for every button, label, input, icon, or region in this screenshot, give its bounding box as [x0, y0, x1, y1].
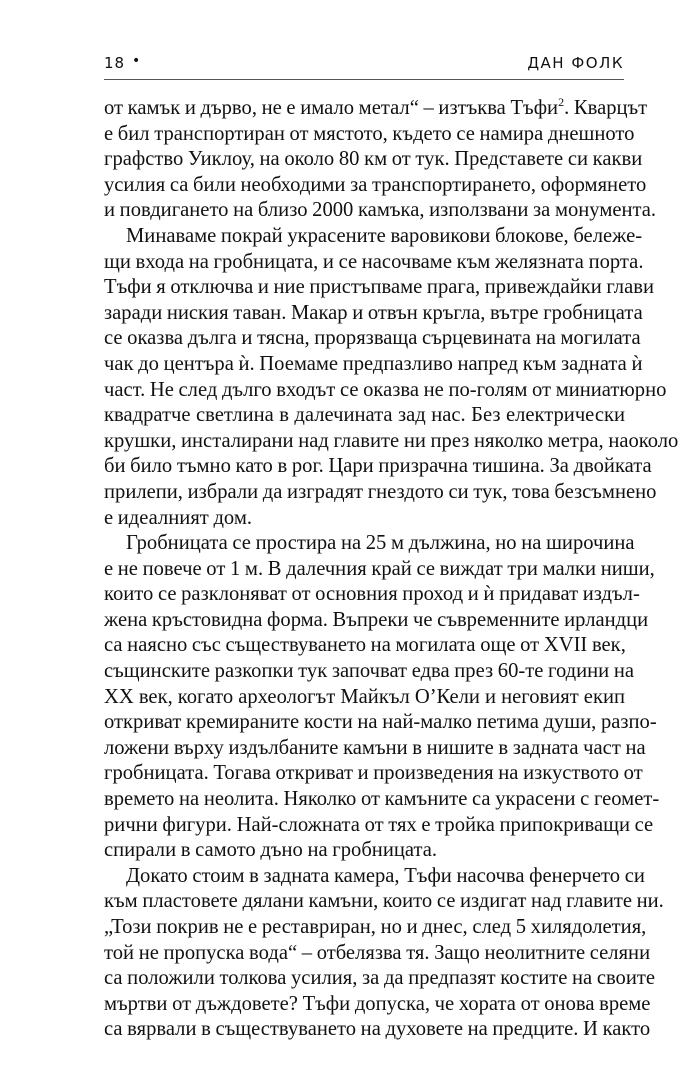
text-line: той не пропуска вода“ – отбелязва тя. Защо неолитните селяни	[104, 941, 651, 964]
text-line: Минаваме покрай украсените варовикови блокове, бележе-	[126, 224, 643, 247]
text-line: са положили толкова усилия, за да предпазят костите на своите	[104, 967, 656, 990]
text-line: които се разклоняват от основния проход и ѝ придават издъл-	[104, 583, 640, 606]
body-text	[104, 95, 679, 1043]
text-line: откриват кремираните кости на най-малко петима души, разпо-	[104, 711, 657, 734]
text-line: „Този покрив не е реставриран, но и днес, след 5 хилядолетия,	[104, 916, 647, 938]
header-divider	[104, 79, 624, 80]
text-line: е идеалният дом.	[104, 506, 253, 529]
footnote-reference[interactable]: 2	[558, 95, 565, 110]
text-line: крушки, инсталирани над главите ни през няколко метра, наоколо	[104, 429, 679, 452]
text-line: усилия са били необходими за транспортирането, оформянето	[104, 173, 647, 196]
text-line: би било тъмно като в рог. Цари призрачна тишина. За двойката	[104, 455, 652, 478]
header-bullet: •	[132, 53, 141, 69]
text-line-segment: от камък и дърво, не е имало метал“ – изтъква Тъфи	[104, 97, 559, 119]
text-line: и повдигането на близо 2000 камъка, използвани за монумента.	[104, 199, 657, 222]
text-line: спирали в самото дъно на гробницата.	[104, 839, 438, 862]
text-line: са вярвали в съществуването на духовете на предците. И както	[104, 1018, 651, 1041]
text-line: XX век, когато археологът Майкъл О’Кели и неговият екип	[104, 685, 625, 708]
text-line: мъртви от дъждовете? Тъфи допуска, че хората от онова време	[104, 992, 651, 1015]
text-line: жена кръстовидна форма. Въпреки че съвременните ирландци	[104, 608, 649, 631]
text-line: част. Не след дълго входът се оказва не по-голям от миниатюрно	[104, 378, 667, 401]
text-line	[104, 95, 648, 122]
text-line: заради ниския таван. Макар и отвън кръгла, вътре гробницата	[104, 301, 643, 324]
text-line: Тъфи я отключва и ние пристъпваме прага, привеждайки глави	[104, 276, 654, 299]
text-line: времето на неолита. Няколко от камъните са украсени с геомет-	[104, 788, 660, 811]
text-line: прилепи, избрали да изградят гнездото си тук, това безсъмнено	[104, 480, 657, 503]
text-line: гробницата. Тогава откриват и произведения на изкуството от	[104, 762, 643, 785]
text-line: се оказва дълга и тясна, прорязваща сърцевината на могилата	[104, 327, 641, 350]
text-line: рични фигури. Най-сложната от тях е тройка припокриващи се	[104, 813, 654, 836]
text-line: ложени върху издълбаните камъни в нишите в задната част на	[104, 736, 646, 759]
text-line-segment: . Кварцът	[564, 97, 648, 119]
text-line: същинските разкопки тук започват едва през 60-те години на	[104, 660, 635, 683]
running-header-author: ДАН ФОЛК	[527, 54, 624, 72]
text-line: щи входа на гробницата, и се насочваме към желязната порта.	[104, 250, 644, 273]
text-line: към пластовете дялани камъни, които се издигат над главите ни.	[104, 890, 664, 913]
text-line: Гробницата се простира на 25 м дължина, но на широчина	[126, 532, 635, 555]
page-number: 18	[104, 54, 126, 72]
text-line: е не повече от 1 м. В далечния край се виждат три малки ниши,	[104, 557, 655, 580]
text-line: квадратче светлина в далечината зад нас. Без електрически	[104, 404, 625, 427]
text-line: чак до центъра ѝ. Поемаме предпазливо напред към задната ѝ	[104, 352, 643, 375]
text-line: Докато стоим в задната камера, Тъфи насочва фенерчето си	[126, 864, 645, 887]
text-line: е бил транспортиран от мястото, където се намира днешното	[104, 122, 635, 145]
text-line: графство Уиклоу, на около 80 км от тук. Представете си какви	[104, 148, 643, 171]
running-header	[104, 50, 624, 74]
text-line: са наясно със съществуването на могилата още от XVII век,	[104, 634, 626, 657]
